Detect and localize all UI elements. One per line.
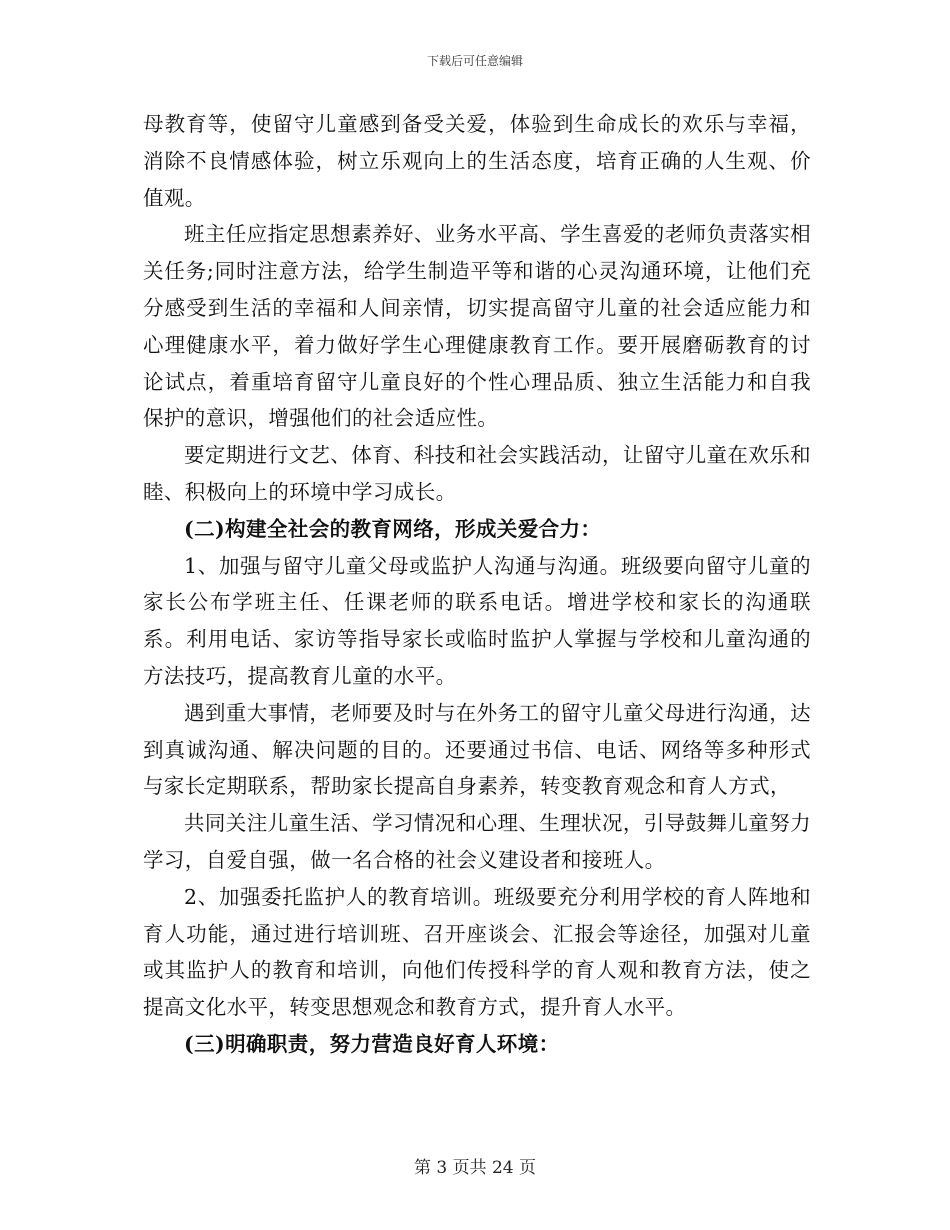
document-body: [143, 106, 811, 1063]
paragraph-5: 遇到重大事情，老师要及时与在外务工的留守儿童父母进行沟通，达到真诚沟通、解决问题的目的。还要通过书信、电话、网络等多种形式与家长定期联系，帮助家长提高自身素养，转变教育观念和育人方式，: [143, 700, 811, 799]
paragraph-4: 1、加强与留守儿童父母或监护人沟通与沟通。班级要向留守儿童的家长公布学班主任、任课老师的联系电话。增进学校和家长的沟通联系。利用电话、家访等指导家长或临时监护人掌握与学校和儿童沟通的方法技巧，提高教育儿童的水平。: [143, 553, 811, 688]
paragraph-7: 2、加强委托监护人的教育培训。班级要充分利用学校的育人阵地和育人功能，通过进行培训班、召开座谈会、汇报会等途径，加强对儿童或其监护人的教育和培训，向他们传授科学的育人观和教育方法，使之提高文化水平，转变思想观念和教育方式，提升育人水平。: [143, 884, 811, 1020]
section-heading-3: (三)明确职责，努力营造良好育人环境：: [184, 1031, 560, 1056]
section-heading-2: (二)构建全社会的教育网络，形成关爱合力：: [184, 516, 602, 541]
paragraph-3: 要定期进行文艺、体育、科技和社会实践活动，让留守儿童在欢乐和睦、积极向上的环境中学习成长。: [143, 443, 811, 504]
page-header: 下载后可任意编辑: [426, 54, 523, 68]
page-number-footer: 第 3 页共 24 页: [413, 1158, 537, 1178]
paragraph-2: 班主任应指定思想素养好、业务水平高、学生喜爱的老师负责落实相关任务;同时注意方法，给学生制造平等和谐的心灵沟通环境，让他们充分感受到生活的幸福和人间亲情，切实提高留守儿童的社会适应能力和心理健康水平，着力做好学生心理健康教育工作。要开展磨砺教育的讨论试点，着重培育留守儿童良好的个性心理品质、独立生活能力和自我保护的意识，增强他们的社会适应性。: [143, 222, 811, 431]
paragraph-6: 共同关注儿童生活、学习情况和心理、生理状况，引导鼓舞儿童努力学习，自爱自强，做一名合格的社会义建设者和接班人。: [143, 811, 811, 872]
paragraph-1: 母教育等，使留守儿童感到备受关爱，体验到生命成长的欢乐与幸福，消除不良情感体验，树立乐观向上的生活态度，培育正确的人生观、价值观。: [143, 112, 811, 210]
